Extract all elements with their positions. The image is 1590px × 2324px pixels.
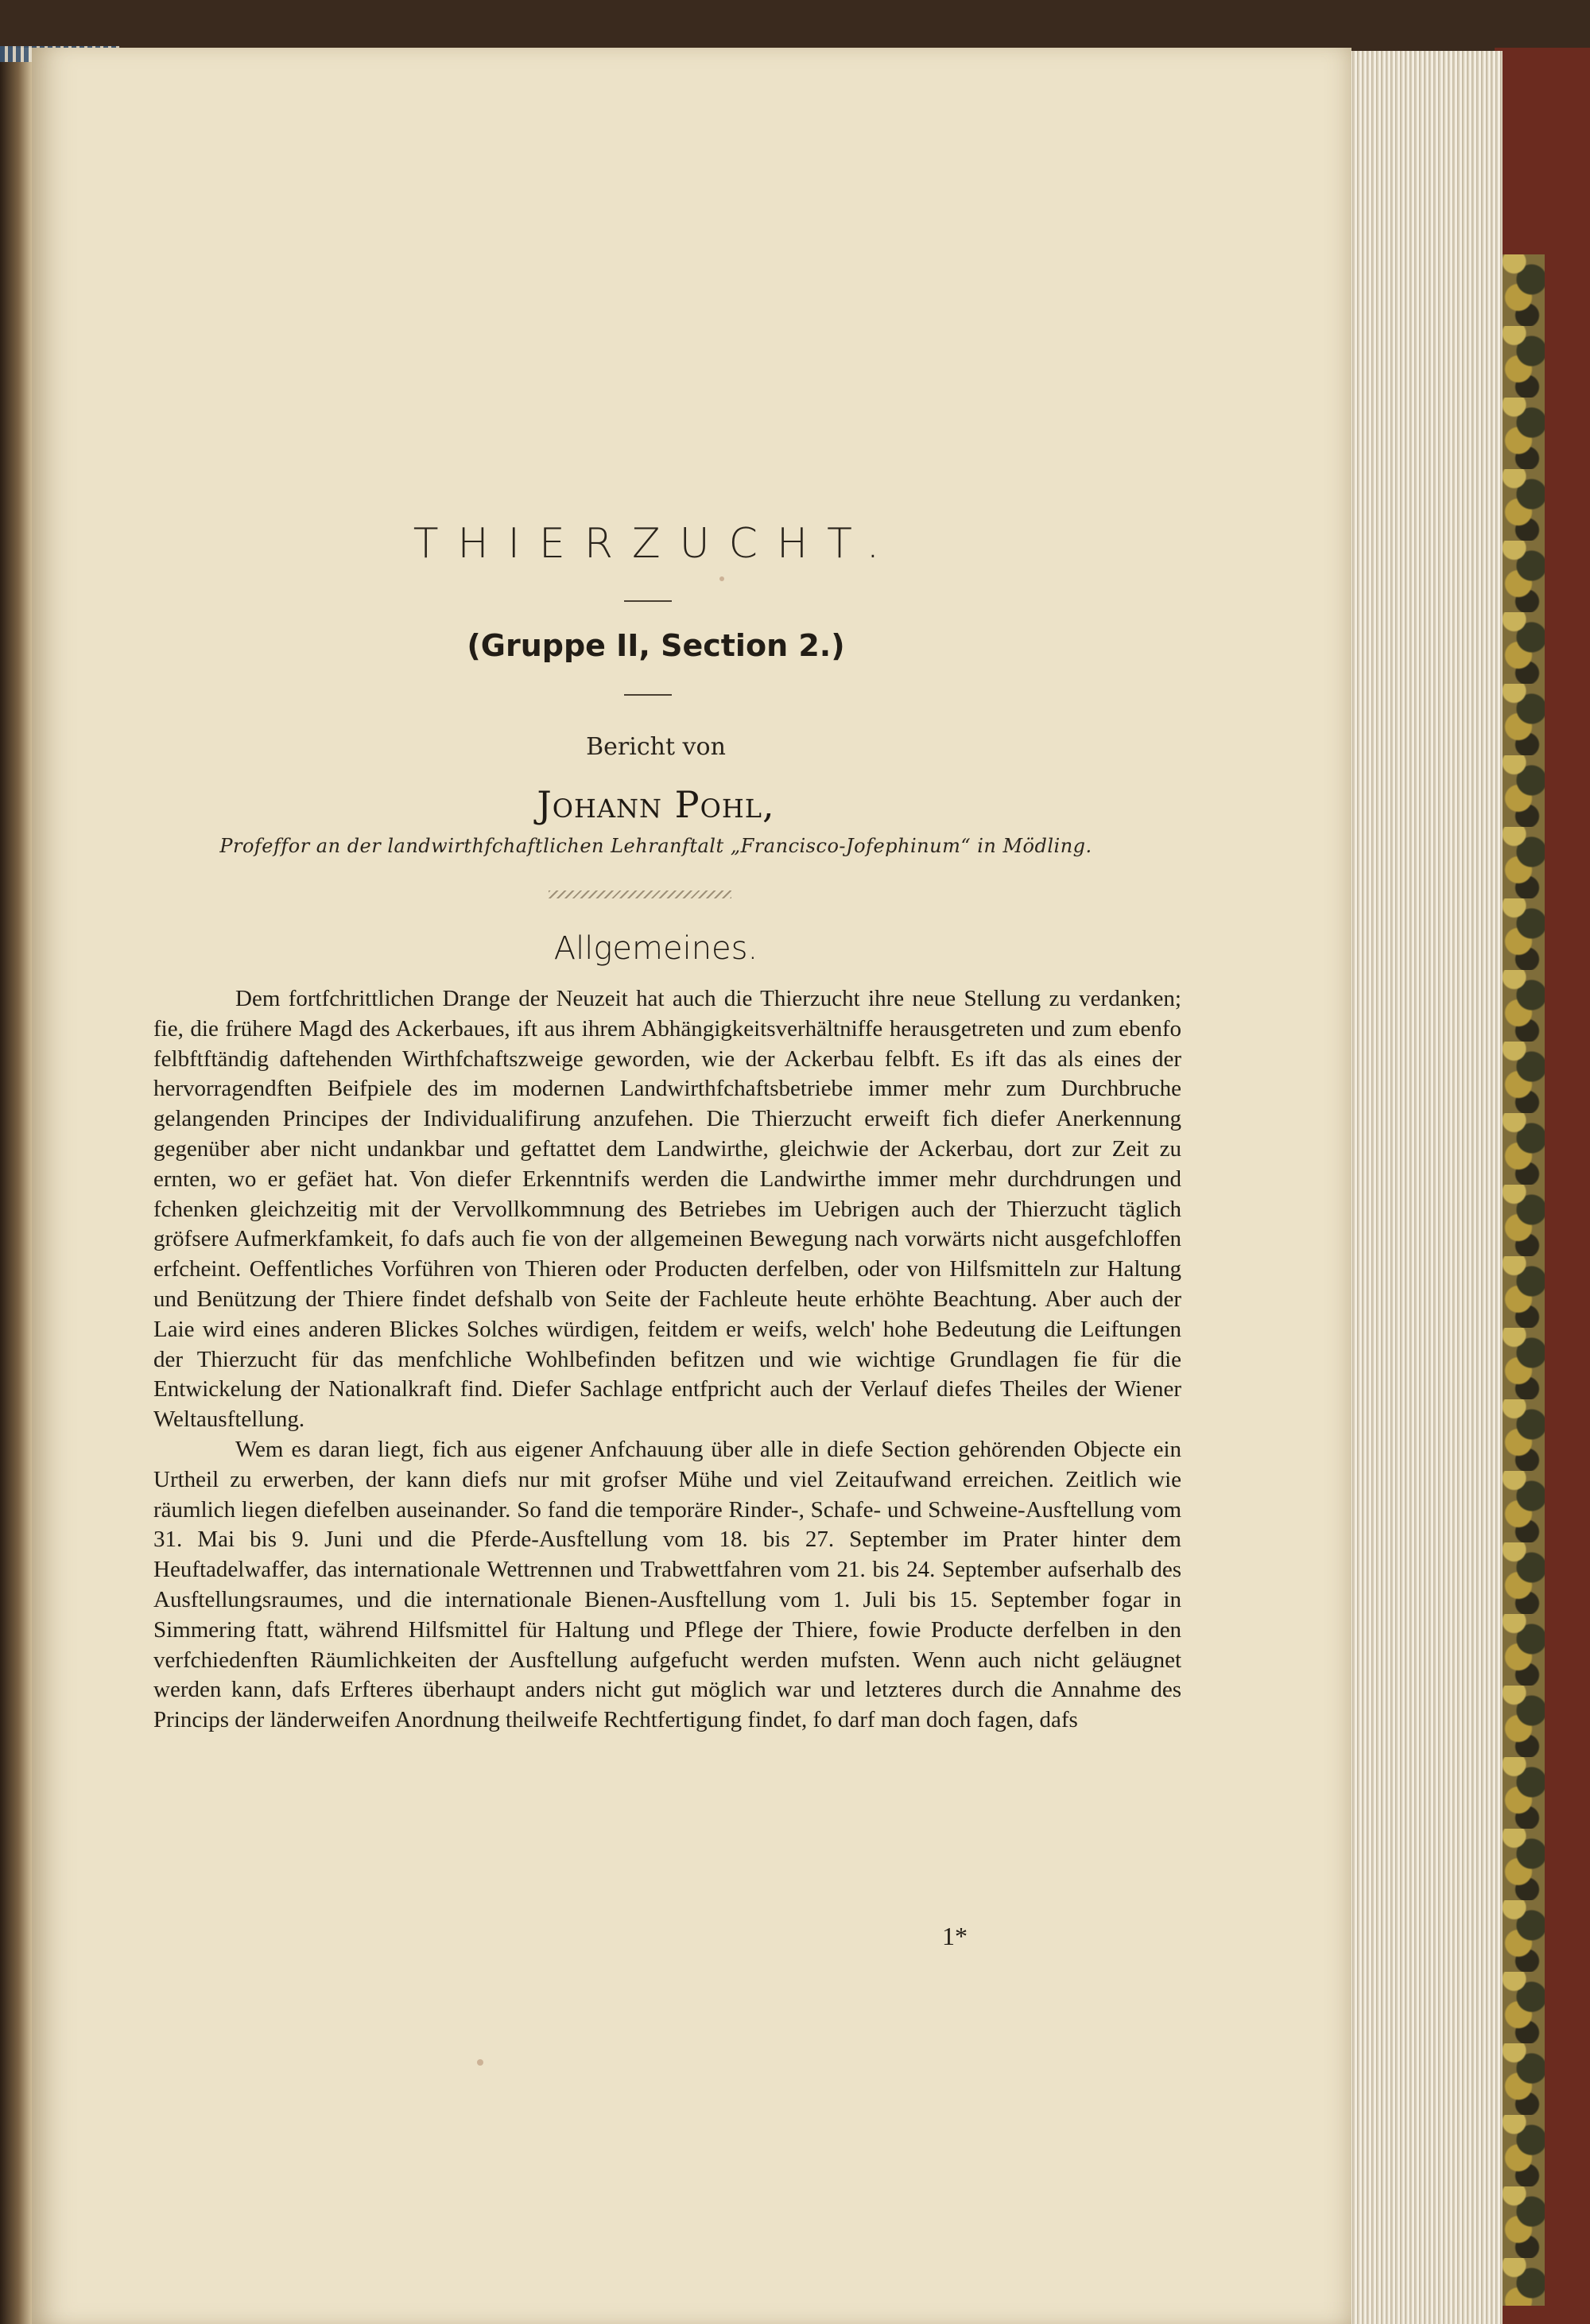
body-text: [153, 984, 1181, 1736]
printer-signature-mark: 1*: [942, 1922, 968, 1950]
section-heading: Allgemeines.: [553, 930, 758, 967]
left-page-edge: [0, 48, 33, 2324]
decorative-ornament: [549, 890, 731, 898]
marbled-endpaper: [1501, 254, 1545, 2306]
paper-speck: [477, 2059, 483, 2066]
paragraph: Wem es daran liegt, fich aus eigener Anfchauung über alle in diefe Section gehörenden Objecte ein Urtheil zu erwerben, der kann diefs nur mit grofser Mühe und viel Zeitaufwand erreichen. Zeitlich wie räumlich liegen diefelben auseinander. So fand die temporäre Rinder-, Schafe- und Schweine-Ausftellung vom 31. Mai bis 9. Juni und die Pferde-Ausftellung vom 18. bis 27. September im Prater hinter dem Heuftadelwaffer, das internationale Wettrennen und Trabwettfahren vom 21. bis 24. September aufserhalb des Ausftellungsraumes, und die internationale Bienen-Ausftellung vom 1. Juli bis 15. September fogar in Simmering ftatt, während Hilfsmittel für Haltung und Pflege der Thiere, fowie Producte derfelben in den verfchiedenften Räumlichkeiten der Ausftellung aufgefucht werden mufsten. Wenn auch nicht geläugnet werden kann, dafs Erfteres überhaupt anders nicht gut möglich war und letzteres durch die Annahme des Princips der länderweifen Anordnung theilweife Rechtfertigung findet, fo darf man doch fagen, dafs: [153, 1436, 1181, 1733]
author-affiliation: Profeffor an der landwirthfchaftlichen Lehranftalt „Francisco-Jofephinum“ in Mödling.: [219, 835, 1092, 857]
paper-speck: [719, 576, 724, 581]
author-name: Johann Pohl,: [537, 783, 775, 826]
subtitle-rule: [624, 694, 672, 696]
paragraph: Dem fortfchrittlichen Drange der Neuzeit hat auch die Thierzucht ihre neue Stellung zu verdanken; fie, die frühere Magd des Ackerbaues, ift aus ihrem Abhängigkeitsverhältniffe herausgetreten und zum ebenfo felbftftändig daftehenden Wirthfchaftszweige geworden, wie der Ackerbau felbft. Es ift das als eines der hervorragendften Beifpiele des im modernen Landwirthfchaftsbetriebe immer mehr zum Durchbruche gelangenden Principes der Individualifirung anzufehen. Die Thierzucht erweift fich diefer Anerkennung gegenüber aber nicht undankbar und geftattet dem Landwirthe, gleichwie der Ackerbau, dort zur Zeit zu ernten, wo er gefäet hat. Von diefer Erkenntnifs werden die Landwirthe immer mehr durchdrungen und fchenken gleichzeitig mit der Vervollkommnung des Betriebes im Uebrigen auch der Thierzucht täglich gröfsere Aufmerkfamkeit, fo dafs auch fie von der allgemeinen Bewegung nach vorwärts nicht ausgefchloffen erfcheint. Oeffentliches Vorführen von Thieren oder Producten derfelben, oder von Hilfsmitteln zur Haltung und Benützung der Thiere findet defshalb von Seite der Fachleute heute erhöhte Beachtung. Aber auch der Laie wird eines anderen Blickes Solches würdigen, feitdem er weifs, welch' hohe Bedeutung die Leiftungen der Thierzucht für das menfchliche Wohlbefinden befitzen und wie wichtige Grundlagen fie für die Entwickelung der Nationalkraft find. Diefer Sachlage entfpricht auch der Verlauf diefes Theiles der Wiener Weltausftellung.: [153, 986, 1181, 1433]
section-subtitle: (Gruppe II, Section 2.): [467, 628, 845, 663]
title-rule: [624, 600, 672, 602]
report-by-line: Bericht von: [586, 733, 726, 761]
page-title: THIERZUCHT.: [413, 520, 899, 568]
page-block-edges: [1344, 51, 1503, 2324]
